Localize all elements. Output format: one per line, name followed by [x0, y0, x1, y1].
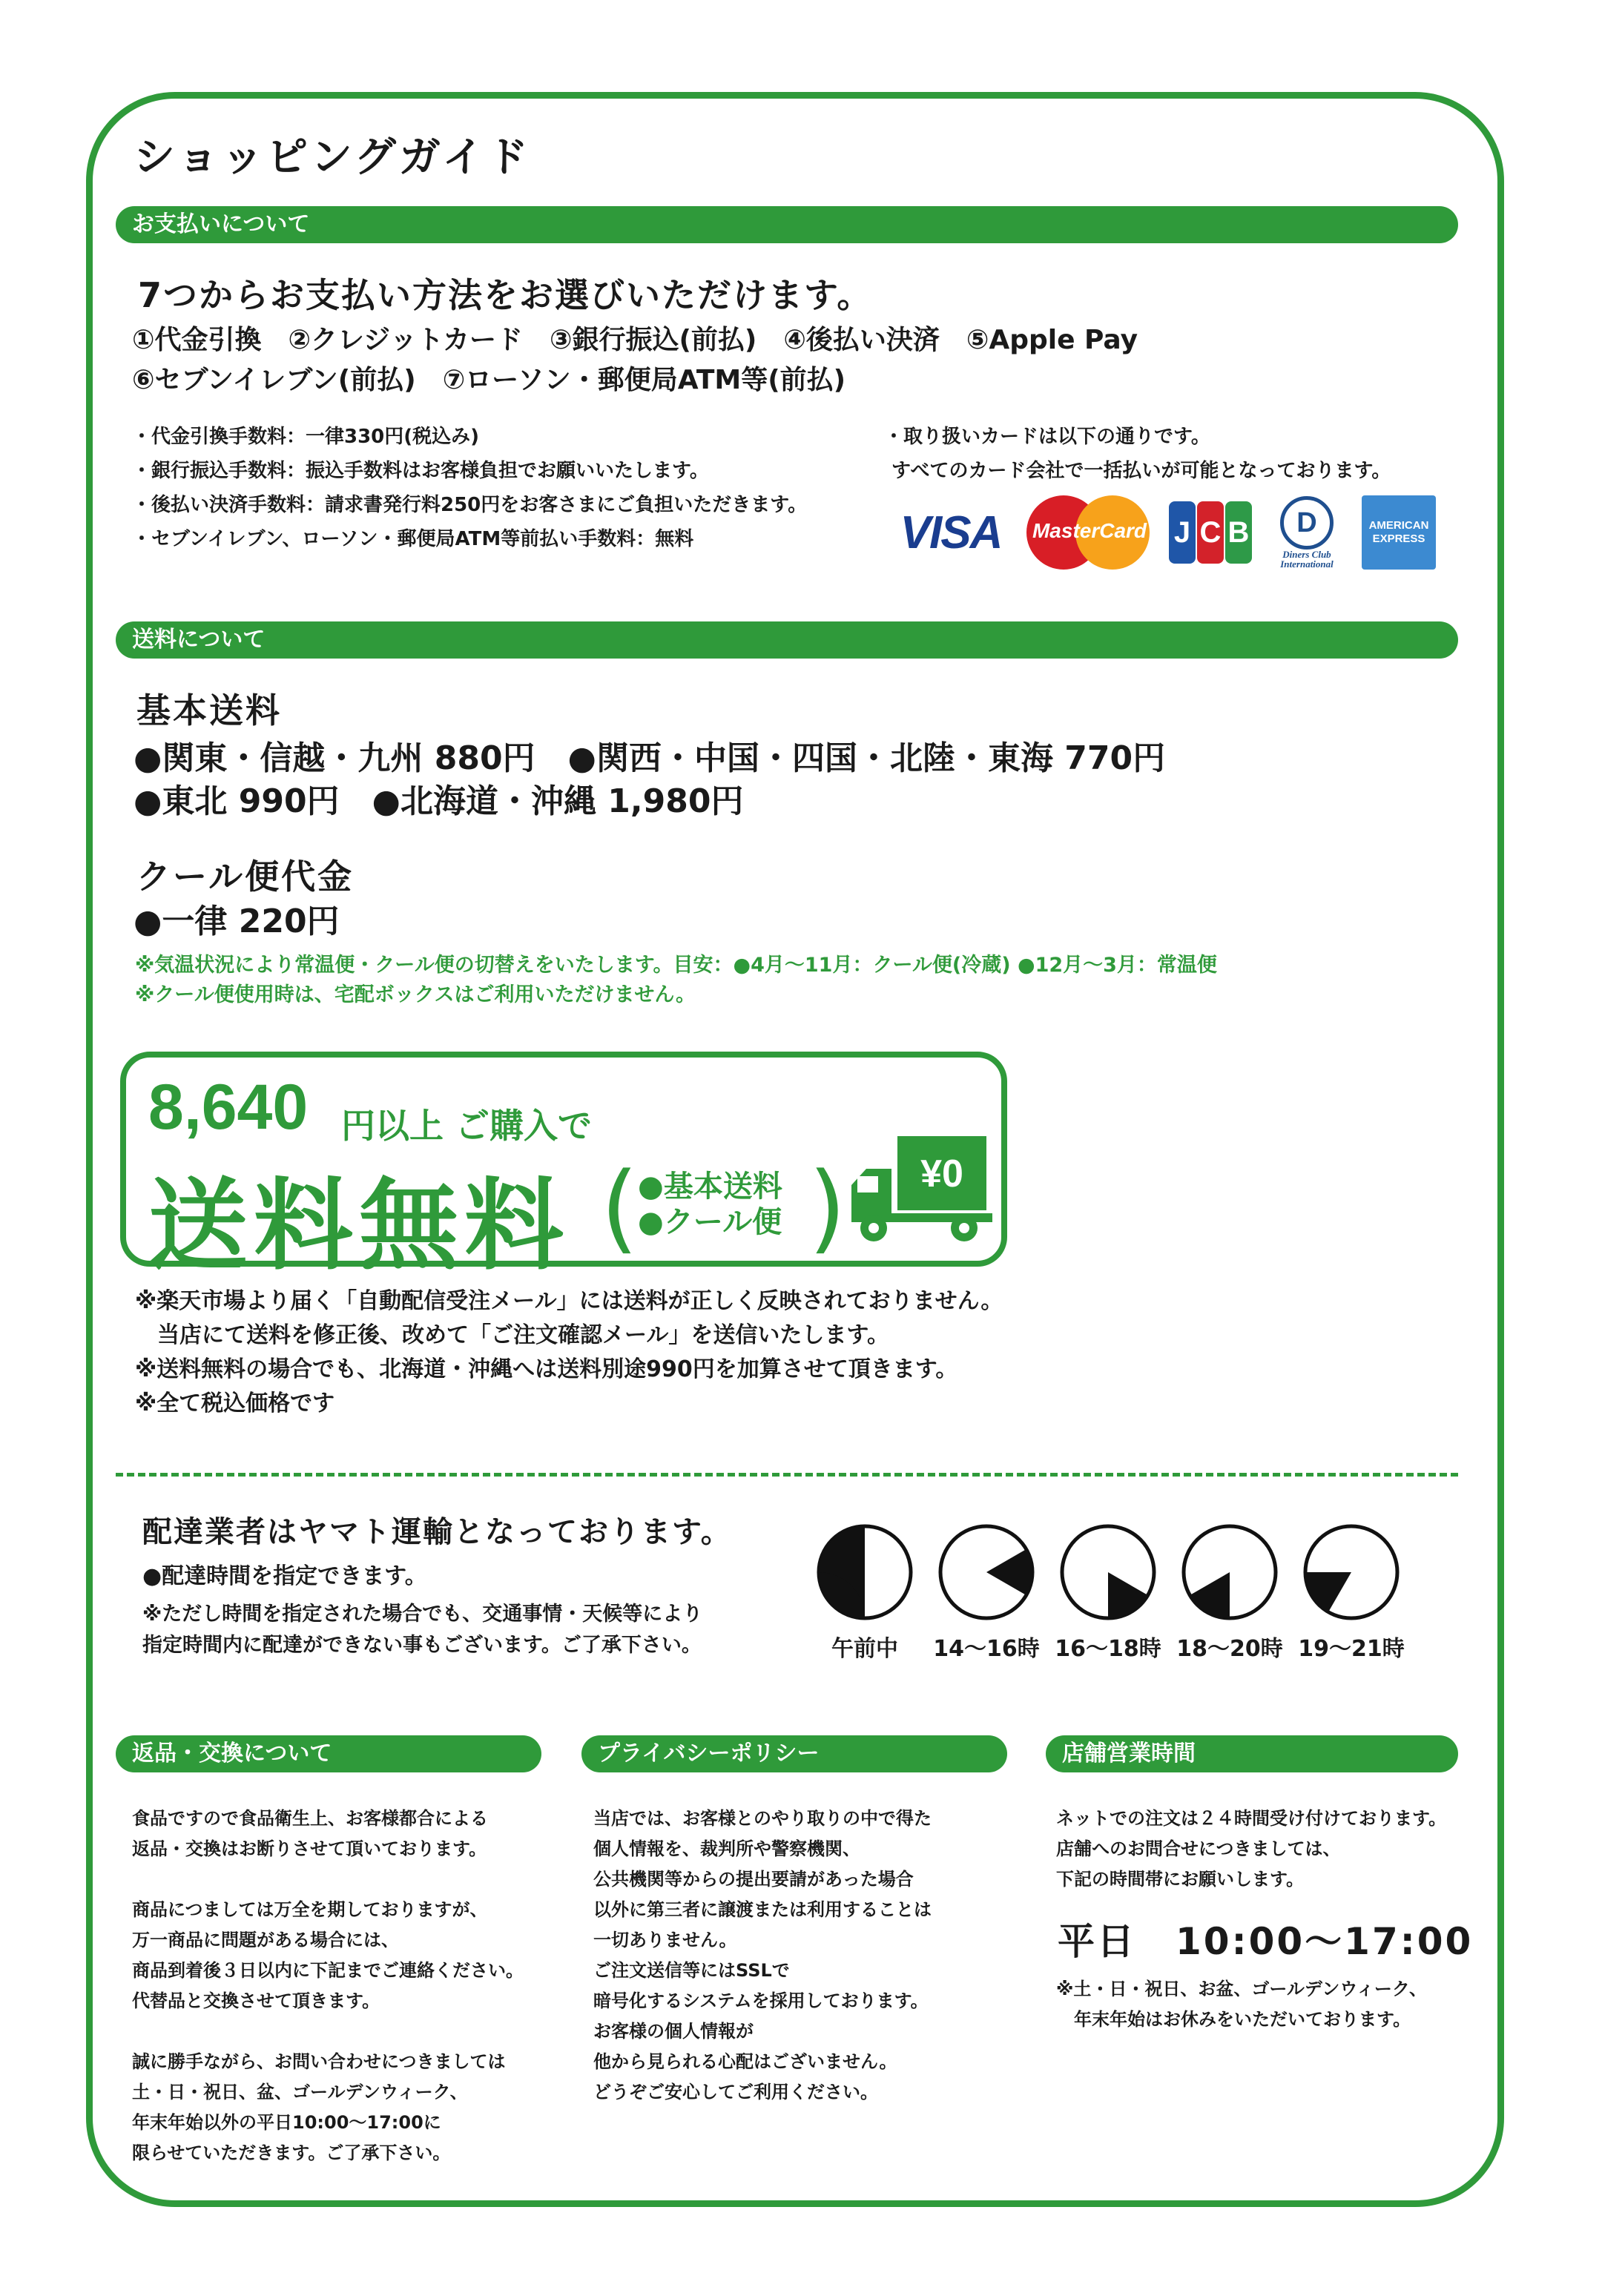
diners-club-logo: D Diners Club International: [1268, 495, 1345, 570]
free-shipping-threshold-suffix: 円以上 ご購入で: [341, 1106, 593, 1146]
card-logos: [891, 495, 1436, 570]
open-paren: (: [601, 1151, 639, 1264]
store-hours-heading: 店舗営業時間: [1046, 1735, 1458, 1772]
free-shipping-items: ●基本送料 ●クール便: [638, 1170, 782, 1239]
basic-shipping-rates-1: ●関東・信越・九州 880円 ●関西・中国・四国・北陸・東海 770円: [134, 739, 1166, 777]
clock-icon: [1179, 1522, 1280, 1623]
time-spec-text: ●配達時間を指定できます。: [142, 1563, 427, 1589]
payment-heading: お支払いについて: [116, 206, 1458, 243]
truck-price: ¥0: [920, 1152, 963, 1195]
fee-line: ・銀行振込手数料：振込手数料はお客様負担でお願いいたします。: [132, 460, 709, 482]
time-slot-18-20: 18～20時: [1179, 1522, 1280, 1663]
privacy-text: 当店では、お客様とのやり取りの中で得た 個人情報を、裁判所や警察機関、 公共機関等からの提出要請があった場合 以外に第三者に譲渡または利用することは 一切ありません。 ご注文送信等にはSSLで 暗号化するシステムを採用しております。 お客様の個人情報が 他から見られる心配はございません。 どうぞご安心してご利用ください。: [593, 1808, 932, 2102]
cards-note: ・取り扱いカードは以下の通りです。 すべてのカード会社で一括払いが可能となっております。: [884, 426, 1391, 482]
holiday-note: ※土・日・祝日、お盆、ゴールデンウィーク、 年末年始はお休みをいただいております。: [1056, 1979, 1427, 2030]
page-title: ショッピングガイド: [134, 133, 532, 182]
fee-line: ・後払い決済手数料：請求書発行料250円をお客さまにご負担いただきます。: [132, 494, 808, 516]
divider: [116, 1473, 1458, 1477]
delivery-warning: ※ただし時間を指定された場合でも、交通事情・天候等により 指定時間内に配達ができない事もございます。ご了承下さい。: [142, 1603, 703, 1657]
clock-icon: [814, 1522, 915, 1623]
shipping-notes: ※楽天市場より届く「自動配信受注メール」には送料が正しく反映されておりません。 当店にて送料を修正後、改めて「ご注文確認メール」を送信いたします。 ※送料無料の場合でも、北海道・沖縄へは送料別途990円を加算させて頂きます。 ※全て税込価格です: [135, 1288, 1003, 1416]
fee-line: ・セブンイレブン、ローソン・郵便局ATM等前払い手数料：無料: [132, 528, 694, 550]
cool-fee-title: クール便代金: [136, 857, 355, 897]
free-shipping-threshold: 8,640: [148, 1072, 309, 1143]
clock-icon: [936, 1522, 1037, 1623]
mastercard-logo: MasterCard: [1026, 495, 1153, 570]
clock-icon: [1058, 1522, 1158, 1623]
time-slot-14-16: 14～16時: [936, 1522, 1037, 1663]
basic-shipping-title: 基本送料: [136, 690, 282, 730]
cool-box-note: ※クール便使用時は、宅配ボックスはご利用いただけません。: [135, 983, 696, 1006]
payment-methods-line2: ⑥セブンイレブン(前払) ⑦ローソン・郵便局ATM等(前払): [132, 365, 846, 395]
privacy-heading: プライバシーポリシー: [581, 1735, 1007, 1772]
business-hours: 平日 10:00～17:00: [1058, 1920, 1474, 1963]
cool-fee-rate: ●一律 220円: [134, 903, 340, 940]
time-slot-16-18: 16～18時: [1058, 1522, 1158, 1663]
shipping-heading: 送料について: [116, 621, 1458, 659]
time-slot-19-21: 19～21時: [1301, 1522, 1402, 1663]
store-hours-text: ネットでの注文は２４時間受け付けております。 店舗へのお問合せにつきましては、 下記の時間帯にお願いします。: [1056, 1808, 1447, 1890]
returns-text: 食品ですので食品衛生上、お客様都合による 返品・交換はお断りさせて頂いております。 商品につましては万全を期しておりますが、 万一商品に問題がある場合には、 商品到着後３日以内に下記までご連絡ください。 代替品と交換させて頂きます。 誠に勝手ながら、お問い合わせにつきましては 土・日・祝日、盆、ゴールデンウィーク、 年末年始以外の平日10:00～17:00に 限らせていただきます。ご了承下さい。: [132, 1808, 524, 2163]
carrier-text: 配達業者はヤマト運輸となっております。: [142, 1515, 732, 1549]
returns-heading: 返品・交換について: [116, 1735, 541, 1772]
cool-switch-note: ※気温状況により常温便・クール便の切替えをいたします。目安：●4月～11月：クール便(冷蔵) ●12月～3月：常温便: [135, 954, 1217, 977]
american-express-logo: AMERICAN EXPRESS: [1362, 495, 1436, 570]
close-paren: ): [808, 1151, 846, 1264]
payment-methods-line1: ①代金引換 ②クレジットカード ③銀行振込(前払) ④後払い決済 ⑤Apple Pay: [132, 325, 1138, 355]
free-shipping-headline: 送料無料: [148, 1168, 570, 1284]
time-slot-morning: 午前中: [814, 1522, 915, 1663]
payment-lead: 7つからお支払い方法をお選びいただけます。: [138, 275, 873, 315]
delivery-time-slots: [814, 1522, 1405, 1663]
payment-fees: [132, 420, 807, 556]
visa-logo: VISA: [900, 507, 1002, 558]
fee-line: ・代金引換手数料：一律330円(税込み): [132, 426, 480, 448]
basic-shipping-rates-2: ●東北 990円 ●北海道・沖縄 1,980円: [134, 782, 744, 820]
truck-icon: [846, 1136, 994, 1247]
jcb-logo: J C B: [1169, 495, 1252, 570]
free-shipping-banner: [120, 1052, 1007, 1284]
clock-icon: [1301, 1522, 1402, 1623]
